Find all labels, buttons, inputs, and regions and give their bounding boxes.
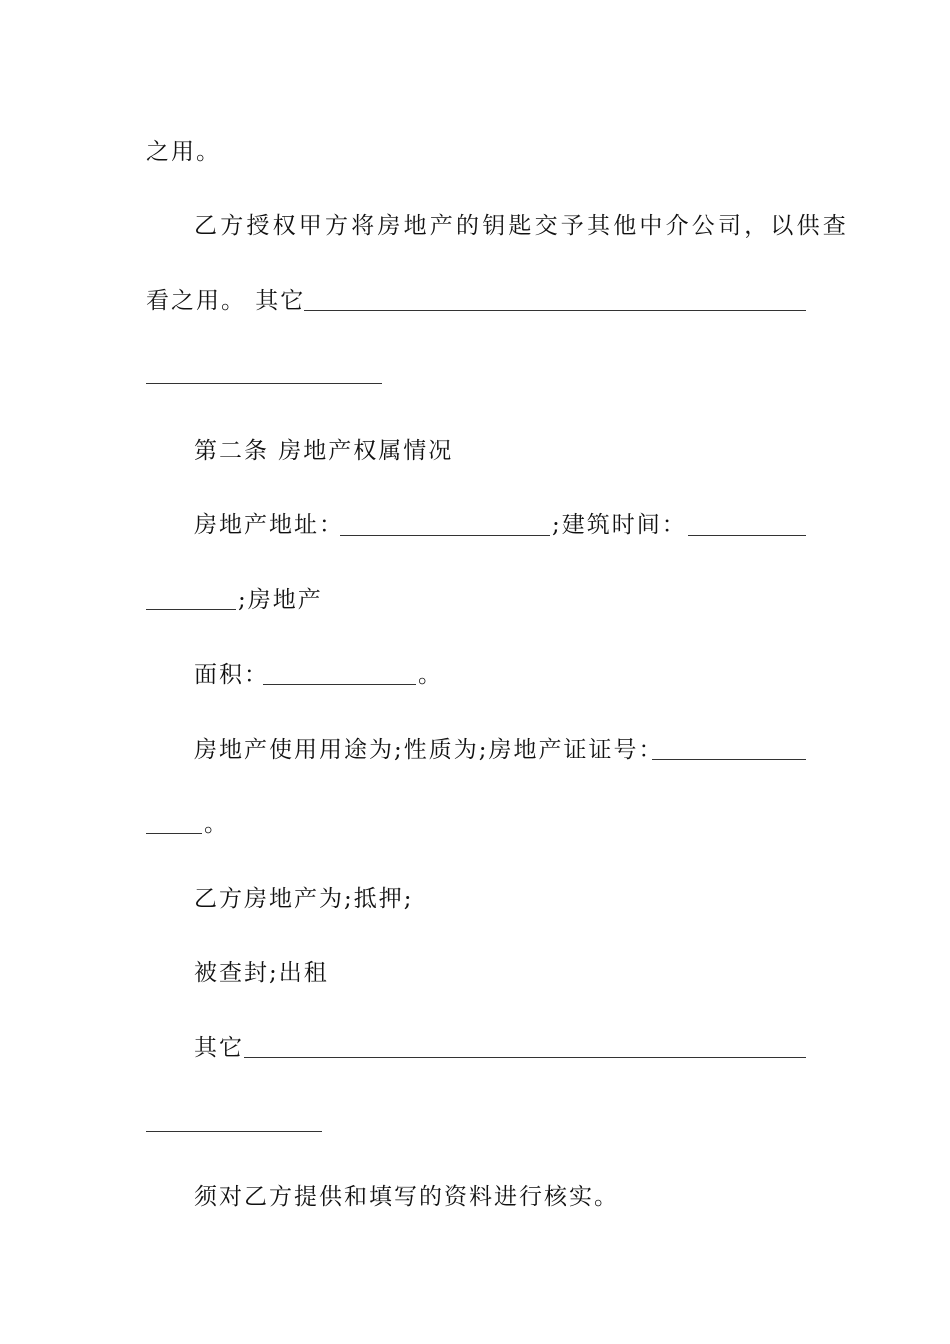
continuation-text: 之用。 [146, 139, 221, 165]
text-line-area [194, 660, 269, 690]
section-heading [194, 436, 453, 466]
certificate-blank-cont [146, 833, 202, 834]
section-heading-text: 第二条 房地产权属情况 [194, 438, 454, 464]
text-line-property [238, 585, 323, 615]
property-label: ;房地产 [238, 587, 323, 613]
text-line-usage [194, 735, 664, 765]
verify-text: 须对乙方提供和填写的资料进行核实。 [194, 1184, 619, 1210]
area-blank [263, 684, 416, 685]
build-time-blank-cont [146, 609, 236, 610]
text-line-other [194, 1033, 244, 1063]
fill-blank-other-2 [244, 1057, 806, 1058]
address-blank [340, 535, 550, 536]
fill-blank-other-2-cont [146, 1131, 322, 1132]
text-line-verify [194, 1182, 619, 1212]
text-line-2 [194, 211, 849, 241]
build-time-blank [688, 535, 806, 536]
usage-text: 房地产使用用途为;性质为;房地产证证号： [194, 737, 664, 763]
paragraph-text: 乙方授权甲方将房地产的钥匙交予其他中介公司，以供查 [194, 213, 849, 239]
status-text-1: 乙方房地产为;抵押; [194, 886, 414, 912]
build-time-label: ;建筑时间： [552, 512, 687, 538]
paragraph-text: 看之用。 其它 [146, 288, 306, 314]
area-period: 。 [418, 662, 443, 688]
text-line-1 [146, 137, 221, 167]
text-line-cert-end [204, 809, 229, 839]
fill-blank-other-1-cont [146, 383, 382, 384]
status-text-2: 被查封;出租 [194, 960, 329, 986]
text-line-status-2 [194, 958, 329, 988]
text-line-build-time [552, 510, 687, 540]
certificate-period: 。 [204, 811, 229, 837]
text-line-area-end [418, 660, 443, 690]
text-line-status-1 [194, 884, 414, 914]
text-line-address [194, 510, 344, 540]
fill-blank-other-1 [304, 310, 806, 311]
text-line-3 [146, 286, 305, 316]
other-label: 其它 [194, 1035, 244, 1061]
area-label: 面积： [194, 662, 269, 688]
certificate-blank [652, 759, 806, 760]
address-label: 房地产地址： [194, 512, 344, 538]
